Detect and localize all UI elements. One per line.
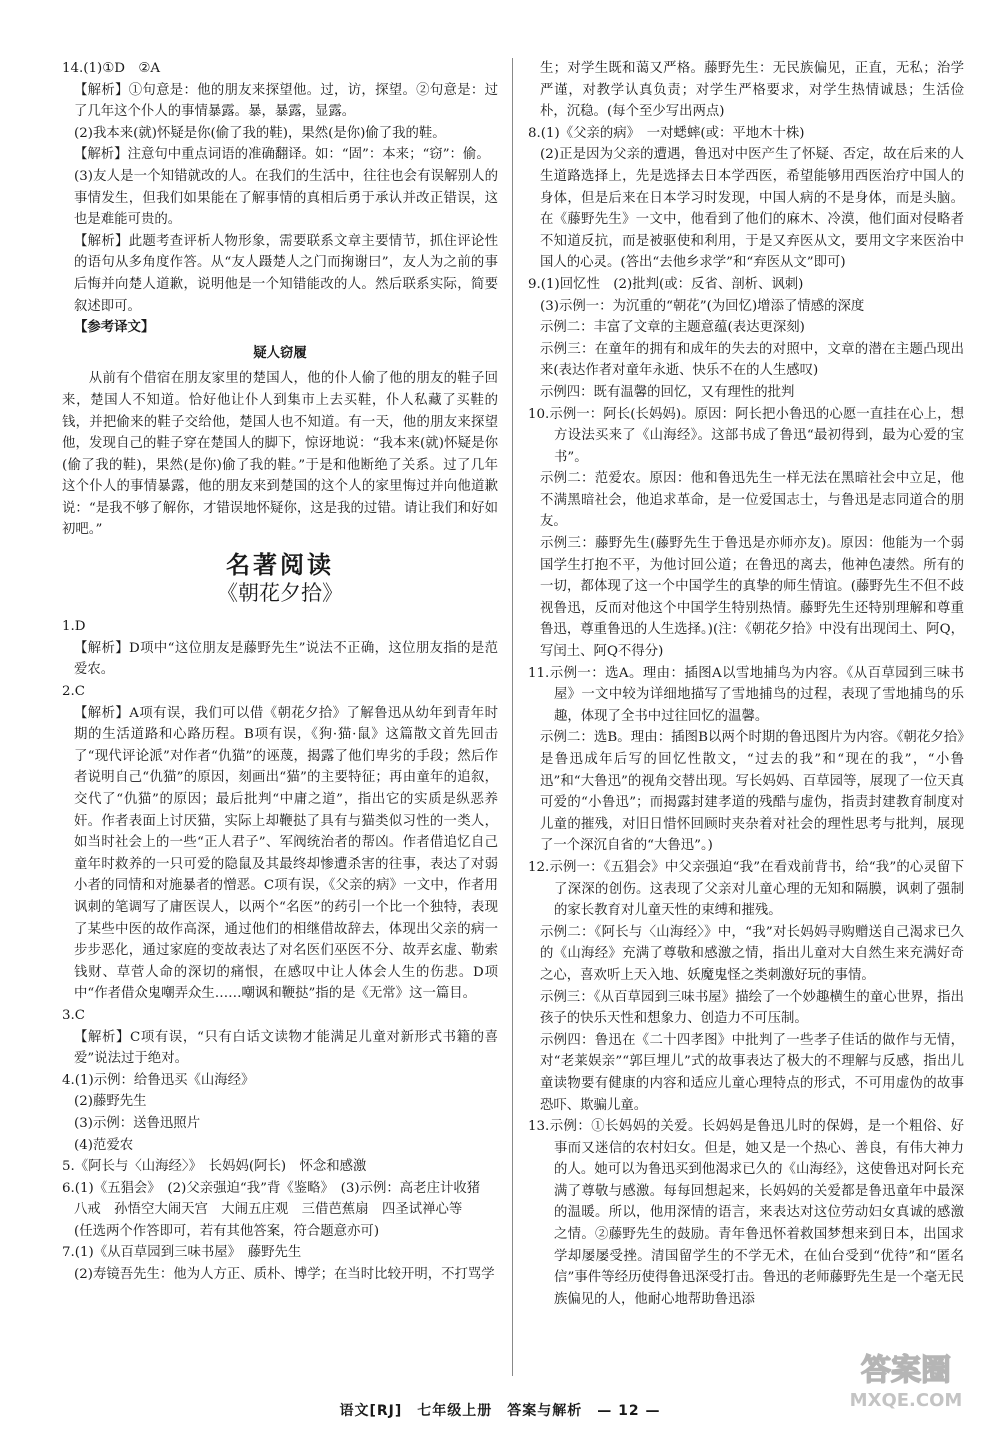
q7-answer-line-1: 7.(1)《从百草园到三味书屋》 藤野先生 bbox=[62, 1245, 302, 1261]
q14-analysis-1: 【解析】①句意是：他的朋友来探望他。过，访，探望。②句意是：过了几年这个仆人的事情暴露。暴，暴露，显露。 bbox=[74, 82, 498, 120]
q12-example-2: 示例二：《阿长与〈山海经〉》中，“我”对长妈妈寻购赠送自己渴求已久的《山海经》充满了尊敬和感激之情，指出儿童对大自然生来充满好奇之心，喜欢听上天入地、妖魔鬼怪之类刺激好玩的事情。 bbox=[540, 924, 964, 983]
q6-answer-line-2: 八戒 孙悟空大闹天宫 大闹五庄观 三借芭蕉扇 四圣试禅心等 bbox=[74, 1202, 463, 1218]
reference-translation-label: 【参考译文】 bbox=[74, 319, 155, 336]
watermark-top-text: 答案圈 bbox=[861, 1353, 951, 1388]
q9-answer-1: 9.(1)回忆性 (2)批判(或：反省、剖析、讽刺) bbox=[528, 276, 804, 292]
right-column bbox=[528, 58, 964, 1310]
left-column bbox=[62, 58, 498, 1286]
watermark-bottom-text: MXQE.COM bbox=[849, 1390, 963, 1411]
q10-example-1: 10.示例一：阿长(长妈妈)。原因：阿长把小鲁迅的心愿一直挂在心上，想方设法买来了《山海经》。这部书成了鲁迅“最初得到，最为心爱的宝书”。 bbox=[528, 406, 964, 465]
q1-analysis: 【解析】D项中“这位朋友是藤野先生”说法不正确，这位朋友指的是范爱农。 bbox=[74, 640, 498, 678]
story-title: 疑人窃履 bbox=[253, 344, 307, 361]
q8-answer-2: (2)正是因为父亲的遭遇，鲁迅对中医产生了怀疑、否定，故在后来的人生道路选择上，先是选择去日本学西医，希望能够用西医治疗中国人的身体，但是后来在日本学习时发现，中国人病的不是身体，而是头脑。在《藤野先生》一文中，他看到了他们的麻木、冷漠，他们面对侵略者不知道反抗，而是被驱使和利用，于是又弃医从文，要用文字来医治中国人的心灵。(答出“去他乡求学”和“弃医从文”即可) bbox=[540, 147, 964, 271]
q4-answer-2: (2)藤野先生 bbox=[74, 1094, 147, 1110]
q1-answer: 1.D bbox=[62, 619, 86, 635]
q12-example-1: 12.示例一：《五猖会》中父亲强迫“我”在看戏前背书，给“我”的心灵留下了深深的创伤。这表现了父亲对儿童心理的无知和隔膜，讽刺了强制的家长教育对儿童天性的束缚和摧残。 bbox=[528, 859, 964, 919]
q3-answer: 3.C bbox=[62, 1007, 86, 1023]
q7-answer-line-2: (2)寿镜吾先生：他为人方正、质朴、博学；在当时比较开明，不打骂学 bbox=[74, 1267, 495, 1283]
q14-answer: 14.(1)①D ②A bbox=[62, 61, 161, 76]
q5-answer: 5.《阿长与〈山海经〉》 长妈妈(阿长) 怀念和感激 bbox=[62, 1159, 367, 1175]
q9-example-1: (3)示例一：为沉重的“朝花”(为回忆)增添了情感的深度 bbox=[540, 298, 865, 314]
q9-example-2: 示例二：丰富了文章的主题意蕴(表达更深刻) bbox=[540, 320, 805, 336]
column-divider bbox=[512, 58, 513, 1376]
q13-example: 13.示例：①长妈妈的关爱。长妈妈是鲁迅儿时的保姆，是一个粗俗、好事而又迷信的农村妇女。但是，她又是一个热心、善良，有伟大神力的人。她可以为鲁迅买到他渴求已久的《山海经》，这使鲁迅对阿长充满了尊敬与感激。每每回想起来，长妈妈的关爱都是鲁迅童年中最深的温暖。所以，他用深情的语言，来表达对这位劳动妇女真诚的感激之情。②藤野先生的鼓励。青年鲁迅怀着救国梦想来到日本，出国求学却屡屡受挫。清国留学生的不学无术，在仙台受到“优待”和“匿名信”事件等经历使得鲁迅深受打击。鲁迅的老师藤野先生是一个毫无民族偏见的人，他耐心地帮助鲁迅添 bbox=[528, 1119, 964, 1307]
q9-example-4: 示例四：既有温馨的回忆，又有理性的批判 bbox=[540, 384, 795, 400]
q14-analysis-3: 【解析】此题考查评析人物形象，需要联系文章主要情节，抓住评论性的语句从多角度作答。从“友人蹑楚人之门而掬谢曰”，友人为之前的事后悔并向楚人道歉，说明他是一个知错能改的人。然后联系实际，简要叙述即可。 bbox=[74, 233, 498, 314]
q2-answer: 2.C bbox=[62, 684, 86, 700]
q12-example-3: 示例三：《从百草园到三味书屋》描绘了一个妙趣横生的童心世界，指出孩子的快乐天性和想象力、创造力不可压制。 bbox=[540, 989, 964, 1027]
q4-answer-4: (4)范爱农 bbox=[74, 1137, 134, 1153]
q10-example-2: 示例二：范爱农。原因：他和鲁迅先生一样无法在黑暗社会中立足，他不满黑暗社会，他追求革命，是一位爱国志士，与鲁迅是志同道合的朋友。 bbox=[540, 471, 964, 530]
q2-analysis: 【解析】A项有误，我们可以借《朝花夕拾》了解鲁迅从幼年到青年时期的生活道路和心路历程。B项有误，《狗·猫·鼠》这篇散文首先回击了“现代评论派”对作者“仇猫”的诬蔑，揭露了他们卑劣的手段；然后作者说明自己“仇猫”的原因，刻画出“猫”的主要特征；再由童年的追叙，交代了“仇猫”的原因；最后批判“中庸之道”，指出它的实质是纵恶养奸。作者表面上讨厌猫，实际上却鞭挞了具有与猫类似习性的一类人，如当时社会上的一些“正人君子”、军阀统治者的帮凶。作者借追忆自己童年时救养的一只可爱的隐鼠及其最终却惨遭杀害的往事，表达了对弱小者的同情和对施暴者的憎恶。C项有误，《父亲的病》一文中，作者用讽刺的笔调写了庸医误人，以两个“名医”的药引一个比一个独特，表现了某些中医的故作高深，通过他们的相继借故辞去，体现出父亲的病一步步恶化，通过家庭的变故表达了对名医们巫医不分、故弄玄虚、勒索钱财、草菅人命的深切的痛恨，在感叹中让人体会人生的伤悲。D项中“作者借众鬼嘲弄众生……嘲讽和鞭挞”指的是《无常》这一篇目。 bbox=[74, 705, 498, 1002]
q11-example-2: 示例二：选B。理由：插图B以两个时期的鲁迅图片为内容。《朝花夕拾》是鲁迅成年后写的回忆性散文，“过去的我”和“现在的我”，“小鲁迅”和“大鲁迅”的视角交替出现。写长妈妈、百草园等，展现了一位天真可爱的“小鲁迅”；而揭露封建孝道的残酷与虚伪，指责封建教育制度对儿童的摧残，对旧日惜怀回顾时夹杂着对社会的理性思考与批判，展现了一个深沉自省的“大鲁迅”。) bbox=[540, 730, 964, 854]
q10-example-3: 示例三：藤野先生(藤野先生于鲁迅是亦师亦友)。原因：他能为一个弱国学生打抱不平，为他讨回公道；在鲁迅的离去，他神色凄然。所有的一切，都体现了这一个中国学生的真挚的师生情谊。(藤野先生不但不歧视鲁迅，反而对他这个中国学生特别热情。藤野先生还特别理解和尊重鲁迅，尊重鲁迅的人生选择。)(注：《朝花夕拾》中没有出现闰土、阿Q，写闰土、阿Q不得分) bbox=[540, 536, 964, 660]
q3-analysis: 【解析】C项有误，“只有白话文读物才能满足儿童对新形式书籍的喜爱”说法过于绝对。 bbox=[74, 1029, 498, 1067]
q14-analysis-2: 【解析】注意句中重点词语的准确翻译。如：“固”：本来；“窃”：偷。 bbox=[74, 147, 490, 163]
story-text: 从前有个借宿在朋友家里的楚国人，他的仆人偷了他的朋友的鞋子回来，楚国人不知道。恰好他让仆人到集市上去买鞋，仆人私藏了买鞋的钱，并把偷来的鞋子交给他，楚国人也不知道。有一天，他的朋友来探望他，发现自己的鞋子穿在楚国人的脚下，惊讶地说：“我本来(就)怀疑是你(偷了我的鞋)，果然(是你)偷了我的鞋。”于是和他断绝了关系。过了几年这个仆人的事情暴露，他的朋友来到楚国的这个人的家里悔过并向他道歉说：“是我不够了解你，才错误地怀疑你，这是我的过错。请让我们和好如初吧。” bbox=[62, 371, 498, 538]
page-footer: 语文[RJ] 七年级上册 答案与解析 — 12 — bbox=[339, 1403, 661, 1419]
q8-answer-1: 8.(1)《父亲的病》 一对蟋蟀(或：平地木十株) bbox=[528, 125, 805, 141]
watermark-logo bbox=[836, 1344, 976, 1414]
q4-answer-3: (3)示例：送鲁迅照片 bbox=[74, 1115, 201, 1131]
section-title: 名著阅读 bbox=[226, 551, 334, 580]
q12-example-4: 示例四：鲁迅在《二十四孝图》中批判了一些孝子佳话的做作与无情，对“老莱娱亲”“郭巨埋儿”式的故事表达了极大的不理解与反感，指出儿童读物要有健康的内容和适应儿童心理特点的形式，不可用虚伪的故事恐吓、欺骗儿童。 bbox=[540, 1032, 964, 1113]
q14-answer-3: (3)友人是一个知错就改的人。在我们的生活中，往往也会有误解别人的事情发生，但我们如果能在了解事情的真相后勇于承认并改正错误，这也是难能可贵的。 bbox=[74, 168, 498, 228]
q14-answer-2: (2)我本来(就)怀疑是你(偷了我的鞋)，果然(是你)偷了我的鞋。 bbox=[74, 125, 446, 141]
q7-answer-continued: 生；对学生既和蔼又严格。藤野先生：无民族偏见，正直，无私；治学严谨，对教学认真负责；对学生严格要求，对学生热情诚恳；生活俭朴，沉稳。(每个至少写出两点) bbox=[540, 61, 964, 120]
q4-answer-1: 4.(1)示例：给鲁迅买《山海经》 bbox=[62, 1072, 255, 1088]
q6-answer-line-1: 6.(1)《五猖会》 (2)父亲强迫“我”背《鉴略》 (3)示例：高老庄计收猪 bbox=[62, 1180, 481, 1196]
q6-answer-line-3: (任选两个作答即可，若有其他答案，符合题意亦可) bbox=[74, 1223, 380, 1239]
book-title: 《朝花夕拾》 bbox=[217, 580, 343, 605]
q9-example-3: 示例三：在童年的拥有和成年的失去的对照中，文章的潜在主题凸现出来(表达作者对童年永逝、快乐不在的人生感叹) bbox=[540, 341, 964, 379]
q11-example-1: 11.示例一：选A。理由：插图A以雪地捕鸟为内容。《从百草园到三味书屋》一文中较为详细地描写了雪地捕鸟的过程，表现了雪地捕鸟的乐趣，体现了全书中过往回忆的温馨。 bbox=[528, 665, 964, 724]
